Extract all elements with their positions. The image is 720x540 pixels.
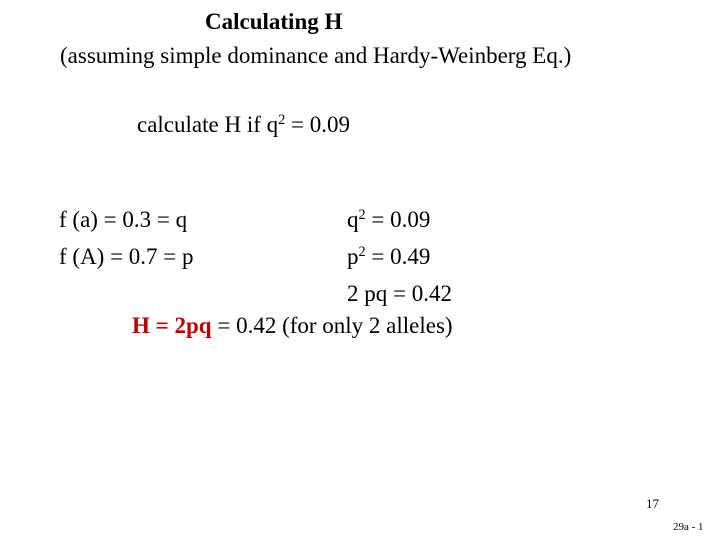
p-base: p (347, 244, 359, 269)
slide-footer: 29a - 1 (673, 521, 704, 533)
prompt-exponent: 2 (278, 112, 286, 129)
page-number: 17 (646, 496, 659, 511)
p-exponent: 2 (358, 244, 366, 261)
genotype-frequency-p2 (347, 245, 430, 268)
q-exponent: 2 (358, 207, 366, 224)
heterozygosity-result (132, 314, 453, 337)
slide-title: Calculating H (205, 9, 343, 34)
allele-frequency-a: f (a) = 0.3 = q (59, 207, 188, 232)
genotype-frequency-q2 (347, 208, 430, 231)
q-base: q (347, 207, 359, 232)
p2-value: = 0.49 (365, 244, 431, 269)
genotype-frequency-2pq: 2 pq = 0.42 (347, 281, 452, 306)
prompt-prefix: calculate H if q (137, 112, 279, 137)
allele-frequency-A: f (A) = 0.7 = p (59, 244, 194, 269)
heterozygosity-value: = 0.42 (for only 2 alleles) (211, 313, 453, 338)
q2-value: = 0.09 (365, 207, 431, 232)
prompt-suffix: = 0.09 (285, 112, 350, 137)
heterozygosity-formula: H = 2pq (132, 313, 212, 338)
problem-statement (137, 113, 350, 136)
slide-subtitle: (assuming simple dominance and Hardy-Weinberg Eq.) (60, 43, 572, 68)
